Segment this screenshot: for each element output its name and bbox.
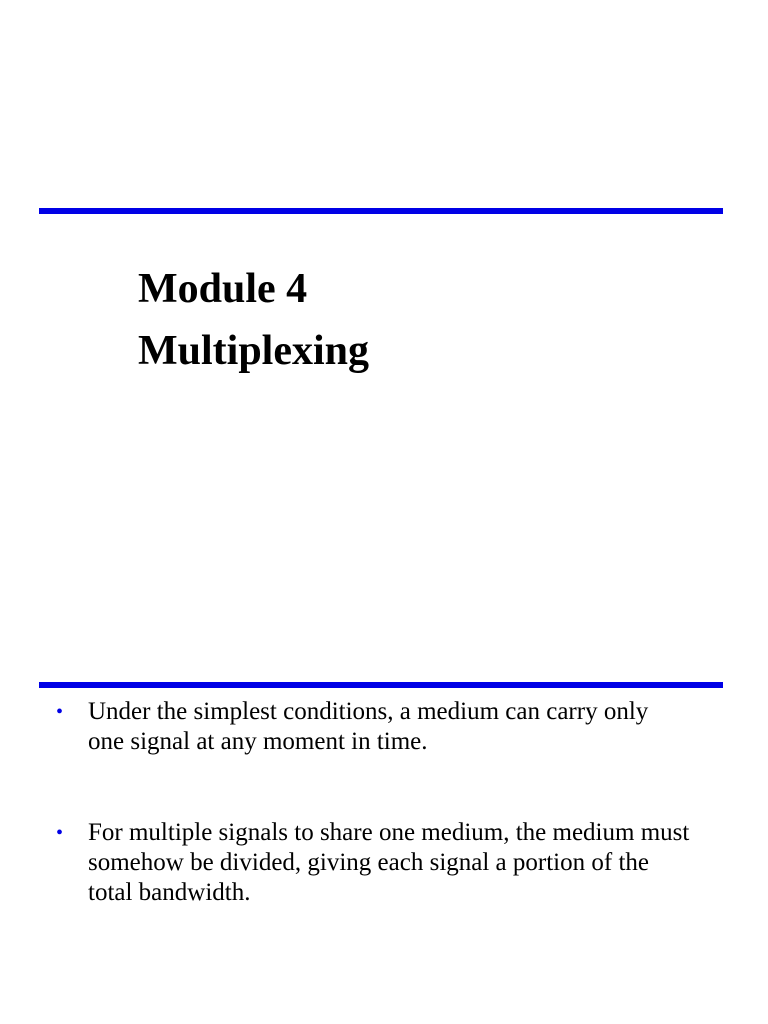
bullet-text-line: somehow be divided, giving each signal a portion of the bbox=[88, 849, 649, 876]
bullet-text-line: total bandwidth. bbox=[88, 879, 251, 906]
bullet-text-line: For multiple signals to share one medium, the medium must bbox=[88, 819, 690, 846]
bullet-item bbox=[56, 697, 736, 757]
bullet-list bbox=[56, 697, 736, 969]
bullet-icon: • bbox=[56, 701, 64, 723]
title-line-topic: Multiplexing bbox=[138, 328, 370, 374]
bullet-item bbox=[56, 818, 736, 908]
top-divider-rule bbox=[39, 208, 723, 214]
title-line-module: Module 4 bbox=[138, 266, 308, 312]
slide-title bbox=[138, 258, 369, 382]
bullet-text-line: Under the simplest conditions, a medium can carry only bbox=[88, 698, 649, 725]
bullet-icon: • bbox=[56, 822, 64, 844]
bottom-divider-rule bbox=[39, 682, 723, 688]
bullet-text-line: one signal at any moment in time. bbox=[88, 728, 428, 755]
